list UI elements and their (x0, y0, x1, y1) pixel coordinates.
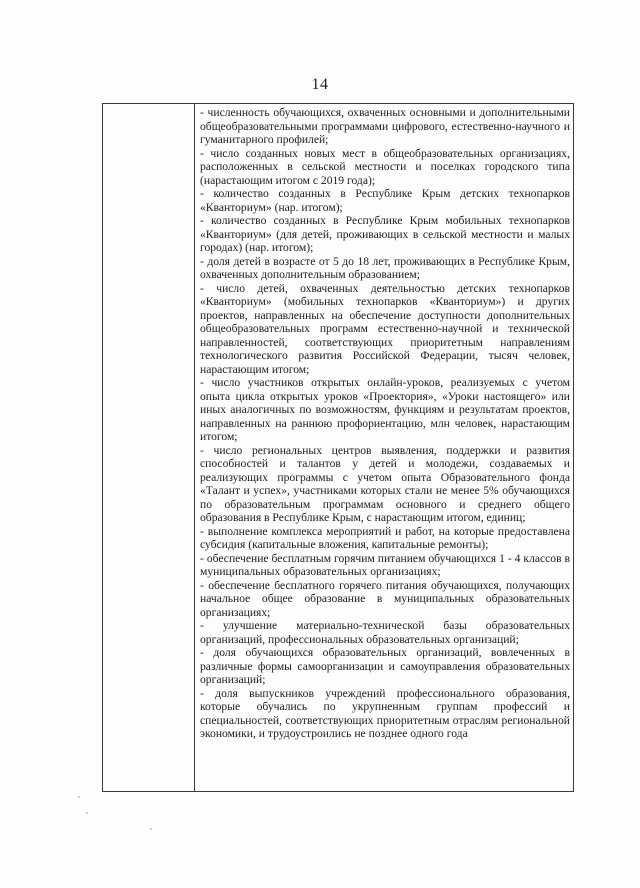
scan-speck (78, 796, 80, 798)
list-item: - улучшение материально-технической базы образовательных организаций, профессиональных образовательных организаций; (200, 619, 570, 646)
list-item: - число участников открытых онлайн-уроков, реализуемых с учетом опыта цикла открытых уроков «Проектория», «Уроки настоящего» или иных аналогичных по возможностям, функциям и результатам проектов, направленных на раннюю профориентацию, млн человек, нарастающим итогом; (200, 376, 570, 443)
table-left-cell (103, 104, 195, 791)
list-item: - доля выпускников учреждений профессионального образования, которые обучались по укрупненным группам профессий и специальностей, соответствующих приоритетным отраслям региональной экономики, и трудоустроились не позднее одного года (200, 686, 570, 740)
list-item: - число детей, охваченных деятельностью детских технопарков «Кванториум» (мобильных технопарков «Кванториум») и других проектов, направленных на обеспечение доступности дополнительных общеобразовательных программ естественно-научной и технической направленностей, соответствующих приоритетным направлениям технологического развития Российской Федерации, тысяч человек, нарастающим итогом; (200, 281, 570, 376)
list-item: - количество созданных в Республике Крым мобильных технопарков «Кванториум» (для детей, проживающих в сельской местности и малых городах) (нар. итогом); (200, 214, 570, 254)
list-item: - количество созданных в Республике Крым детских технопарков «Кванториум» (нар. итогом); (200, 187, 570, 214)
scan-speck (150, 828, 152, 830)
indicators-table (102, 103, 574, 792)
table-right-cell (200, 106, 570, 741)
list-item: - число созданных новых мест в общеобразовательных организациях, расположенных в сельской местности и поселках городского типа (нарастающим итогом с 2019 года); (200, 146, 570, 187)
list-item: - доля детей в возрасте от 5 до 18 лет, проживающих в Республике Крым, охваченных дополнительным образованием; (200, 254, 570, 281)
list-item: - выполнение комплекса мероприятий и работ, на которые предоставлена субсидия (капитальные вложения, капитальные ремонты); (200, 524, 570, 551)
list-item: - численность обучающихся, охваченных основными и дополнительными общеобразовательными программами цифрового, естественно-научного и гуманитарного профилей; (200, 106, 570, 146)
scan-speck (86, 812, 88, 814)
list-item: - число региональных центров выявления, поддержки и развития способностей и талантов у детей и молодежи, создаваемых и реализующих программы с учетом опыта Образовательного фонда «Талант и успех», участниками которых стали не менее 5% обучающихся по образовательным программам основного и среднего общего образования в Республике Крым, с нарастающим итогом, единиц; (200, 443, 570, 524)
list-item: - доля обучающихся образовательных организаций, вовлеченных в различные формы самоорганизации и самоуправления образовательных организаций; (200, 646, 570, 686)
list-item: - обеспечение бесплатного горячего питания обучающихся, получающих начальное общее образование в муниципальных образовательных организациях; (200, 578, 570, 619)
page-number: 14 (311, 76, 329, 93)
list-item: - обеспечение бесплатным горячим питанием обучающихся 1 - 4 классов в муниципальных образовательных организациях; (200, 551, 570, 578)
